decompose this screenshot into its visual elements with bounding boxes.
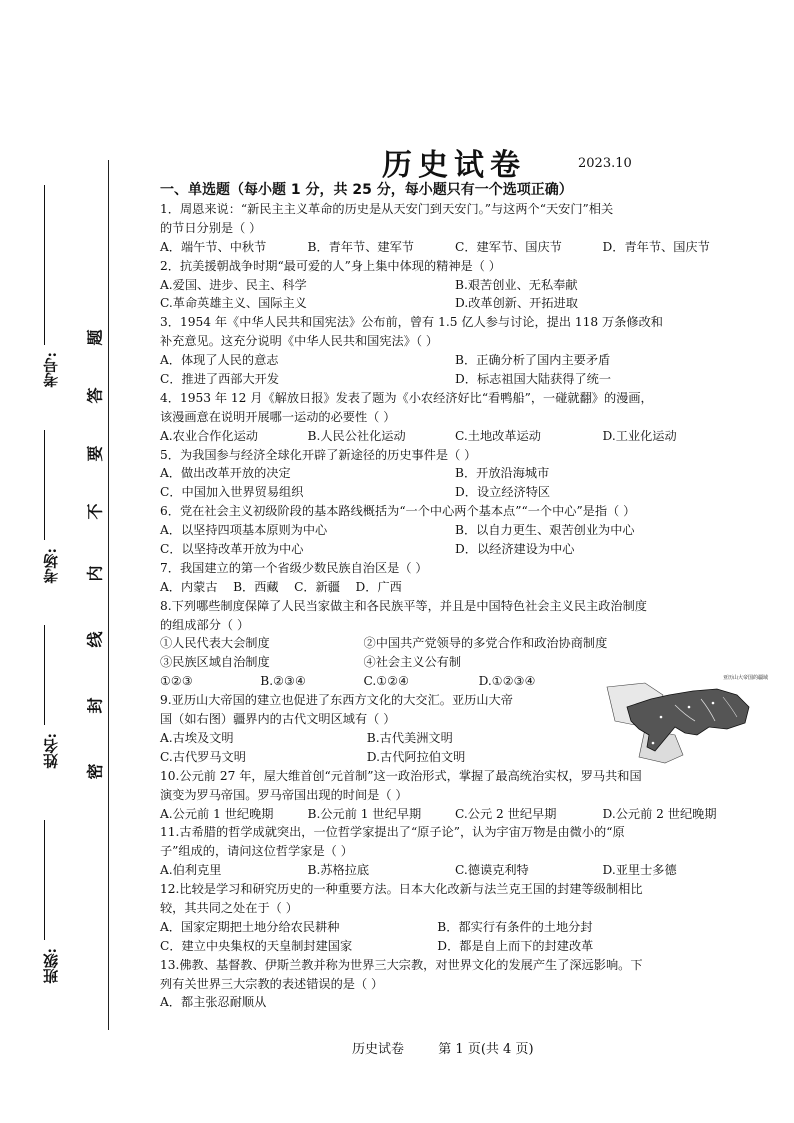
options-row	[160, 238, 750, 257]
options-row	[160, 351, 750, 370]
option: D．广西	[355, 579, 402, 594]
options-row	[160, 521, 750, 540]
name-label: 姓名:	[42, 733, 60, 769]
question-stem: 11.古希腊的哲学成就突出，一位哲学家提出了“原子论”，认为宇宙万物是由微小的“原	[160, 825, 625, 840]
option: B．西藏	[233, 579, 279, 594]
option: D．青年节、国庆节	[602, 239, 710, 254]
footer-subject: 历史试卷	[352, 1042, 405, 1057]
option: C．建立中央集权的天皇制封建国家	[160, 938, 353, 953]
option: A．以坚持四项基本原则为中心	[160, 523, 328, 538]
options-row	[160, 483, 750, 502]
section-heading: 一、单选题（每小题 1 分，共 25 分，每小题只有一个选项正确）	[160, 182, 573, 198]
option: B．都实行有条件的土地分封	[437, 919, 593, 934]
option: A.古埃及文明	[160, 730, 234, 745]
question-stem: 的节日分别是（ ）	[160, 220, 262, 235]
page-footer	[352, 1038, 534, 1057]
option: B．以自力更生、艰苦创业为中心	[455, 523, 635, 538]
option: B.②③④	[260, 674, 306, 689]
option: D．设立经济特区	[455, 485, 551, 500]
option: A.公元前 1 世纪晚期	[160, 806, 274, 821]
option: ①②③	[160, 674, 193, 689]
question-stem: 子”组成的，请问这位哲学家是（ ）	[160, 844, 353, 859]
options-row	[160, 427, 750, 446]
option: A.爱国、进步、民主、科学	[160, 277, 307, 292]
option: A．都主张忍耐顺从	[160, 995, 267, 1010]
map-graphic	[605, 677, 753, 765]
seal-char: 题	[85, 329, 105, 346]
option: D．以经济建设为中心	[455, 542, 575, 557]
option: D.工业化运动	[602, 428, 677, 443]
seal-char: 答	[85, 387, 105, 404]
statement-row	[160, 634, 750, 653]
option: B.艰苦创业、无私奉献	[455, 277, 578, 292]
option: A.伯利克里	[160, 863, 222, 878]
option: C.公元 2 世纪早期	[455, 806, 557, 821]
statement-row	[160, 653, 750, 672]
exam-room-label: 考场:	[42, 548, 60, 584]
option: C．中国加入世界贸易组织	[160, 485, 304, 500]
option: C．新疆	[294, 579, 340, 594]
option: B.古代美洲文明	[366, 730, 453, 745]
name-line	[44, 625, 45, 725]
seal-char: 密	[85, 763, 105, 780]
statement: ④社会主义公有制	[363, 655, 462, 670]
options-row	[160, 276, 750, 295]
options-row	[160, 748, 600, 767]
question-stem: 1．周恩来说：“新民主主义革命的历史是从天安门到天安门。”与这两个“天安门”相关	[160, 202, 614, 216]
option: A．端午节、中秋节	[160, 239, 267, 254]
question-stem: 3．1954 年《中华人民共和国宪法》公布前，曾有 1.5 亿人参与讨论，提出 118 万条修改和	[160, 315, 663, 330]
seal-char: 封	[85, 697, 105, 714]
question-stem: 国（如右图）疆界内的古代文明区域有（ ）	[160, 712, 396, 727]
option: C．推进了西部大开发	[160, 372, 280, 387]
statement: ①人民代表大会制度	[160, 636, 270, 651]
exam-date: 2023.10	[578, 156, 632, 171]
option: B.人民公社化运动	[307, 428, 406, 443]
question-stem: 13.佛教、基督教、伊斯兰教并称为世界三大宗教，对世界文化的发展产生了深远影响。下	[160, 957, 643, 972]
alexander-empire-map	[605, 675, 769, 765]
question-stem: 7．我国建立的第一个省级少数民族自治区是（ ）	[160, 560, 428, 575]
exam-room-line	[44, 430, 45, 540]
option: D.古代阿拉伯文明	[366, 749, 466, 764]
options-row	[160, 294, 750, 313]
class-label: 班级:	[42, 948, 60, 984]
question-stem: 2．抗美援朝战争时期“最可爱的人”身上集中体现的精神是（ ）	[160, 258, 501, 273]
exam-number-line	[44, 185, 45, 345]
question-stem: 8.下列哪些制度保障了人民当家做主和各民族平等，并且是中国特色社会主义民主政治制度	[160, 598, 647, 613]
options-row	[160, 578, 750, 597]
page-title: 历史试卷	[382, 148, 526, 183]
question-stem: 4．1953 年 12 月《解放日报》发表了题为《小农经济好比“看鸭船”，一碰就翻》的漫画，	[160, 390, 653, 405]
option: B．开放沿海城市	[455, 466, 550, 481]
option: B.公元前 1 世纪早期	[307, 806, 422, 821]
options-row	[160, 937, 750, 956]
seal-line	[108, 160, 109, 1030]
option: B．青年节、建军节	[307, 239, 414, 254]
question-stem: 12.比较是学习和研究历史的一种重要方法。日本大化改新与法兰克王国的封建等级制相比	[160, 882, 643, 897]
options-row	[160, 918, 750, 937]
statement: ③民族区域自治制度	[160, 655, 270, 670]
option: A．内蒙古	[160, 579, 218, 594]
option: C.土地改革运动	[455, 428, 541, 443]
option: D．都是自上而下的封建改革	[437, 938, 594, 953]
option: D.公元前 2 世纪晚期	[602, 806, 717, 821]
option: D.①②③④	[478, 674, 536, 689]
options-row	[160, 370, 750, 389]
seal-char: 要	[85, 445, 105, 462]
option: A.农业合作化运动	[160, 428, 258, 443]
map-caption: 亚历山大帝国的疆域	[723, 675, 769, 681]
option: C.①②④	[363, 674, 410, 689]
option: C．以坚持改革开放为中心	[160, 542, 304, 557]
option: A．做出改革开放的决定	[160, 466, 291, 481]
option: B．正确分析了国内主要矛盾	[455, 353, 611, 368]
exam-number-label: 考号:	[42, 352, 60, 388]
option: D.亚里士多德	[602, 863, 677, 878]
option: B.苏格拉底	[307, 863, 370, 878]
seal-char: 内	[85, 565, 105, 582]
question-stem: 10.公元前 27 年，屋大维首创“元首制”这一政治形式，掌握了最高统治实权，罗马共和国	[160, 768, 642, 783]
class-line	[44, 820, 45, 940]
seal-char: 线	[85, 631, 105, 648]
statement: ②中国共产党领导的多党合作和政治协商制度	[363, 636, 608, 651]
options-row	[160, 729, 600, 748]
footer-page-number: 第 1 页(共 4 页)	[438, 1042, 534, 1057]
question-stem: 演变为罗马帝国。罗马帝国出现的时间是（ ）	[160, 787, 408, 802]
option: D．标志祖国大陆获得了统一	[455, 372, 612, 387]
question-stem: 该漫画意在说明开展哪一运动的必要性（ ）	[160, 409, 396, 424]
question-stem: 9.亚历山大帝国的建立也促进了东西方文化的大交汇。亚历山大帝	[160, 693, 513, 708]
question-stem: 较，其共同之处在于（ ）	[160, 900, 298, 915]
option: C.革命英雄主义、国际主义	[160, 296, 307, 311]
question-stem: 的组成部分（ ）	[160, 617, 250, 632]
seal-char: 不	[85, 503, 105, 520]
options-row	[160, 540, 750, 559]
question-stem: 列有关世界三大宗教的表述错误的是（ ）	[160, 976, 384, 991]
option: A．体现了人民的意志	[160, 353, 279, 368]
question-stem: 补充意见。这充分说明《中华人民共和国宪法》（ ）	[160, 334, 439, 349]
options-row	[160, 861, 750, 880]
question-list	[160, 180, 750, 1012]
binding-margin	[0, 0, 150, 1123]
options-row	[160, 805, 750, 824]
option: C．建军节、国庆节	[455, 239, 562, 254]
option: C.德谟克利特	[455, 863, 529, 878]
question-stem: 5．为我国参与经济全球化开辟了新途径的历史事件是（ ）	[160, 447, 477, 462]
option: D.改革创新、开拓进取	[455, 296, 578, 311]
options-row	[160, 464, 750, 483]
option: C.古代罗马文明	[160, 749, 246, 764]
option: A．国家定期把土地分给农民耕种	[160, 919, 340, 934]
question-stem: 6．党在社会主义初级阶段的基本路线概括为“一个中心两个基本点”“一个中心”是指（ ）	[160, 504, 636, 519]
